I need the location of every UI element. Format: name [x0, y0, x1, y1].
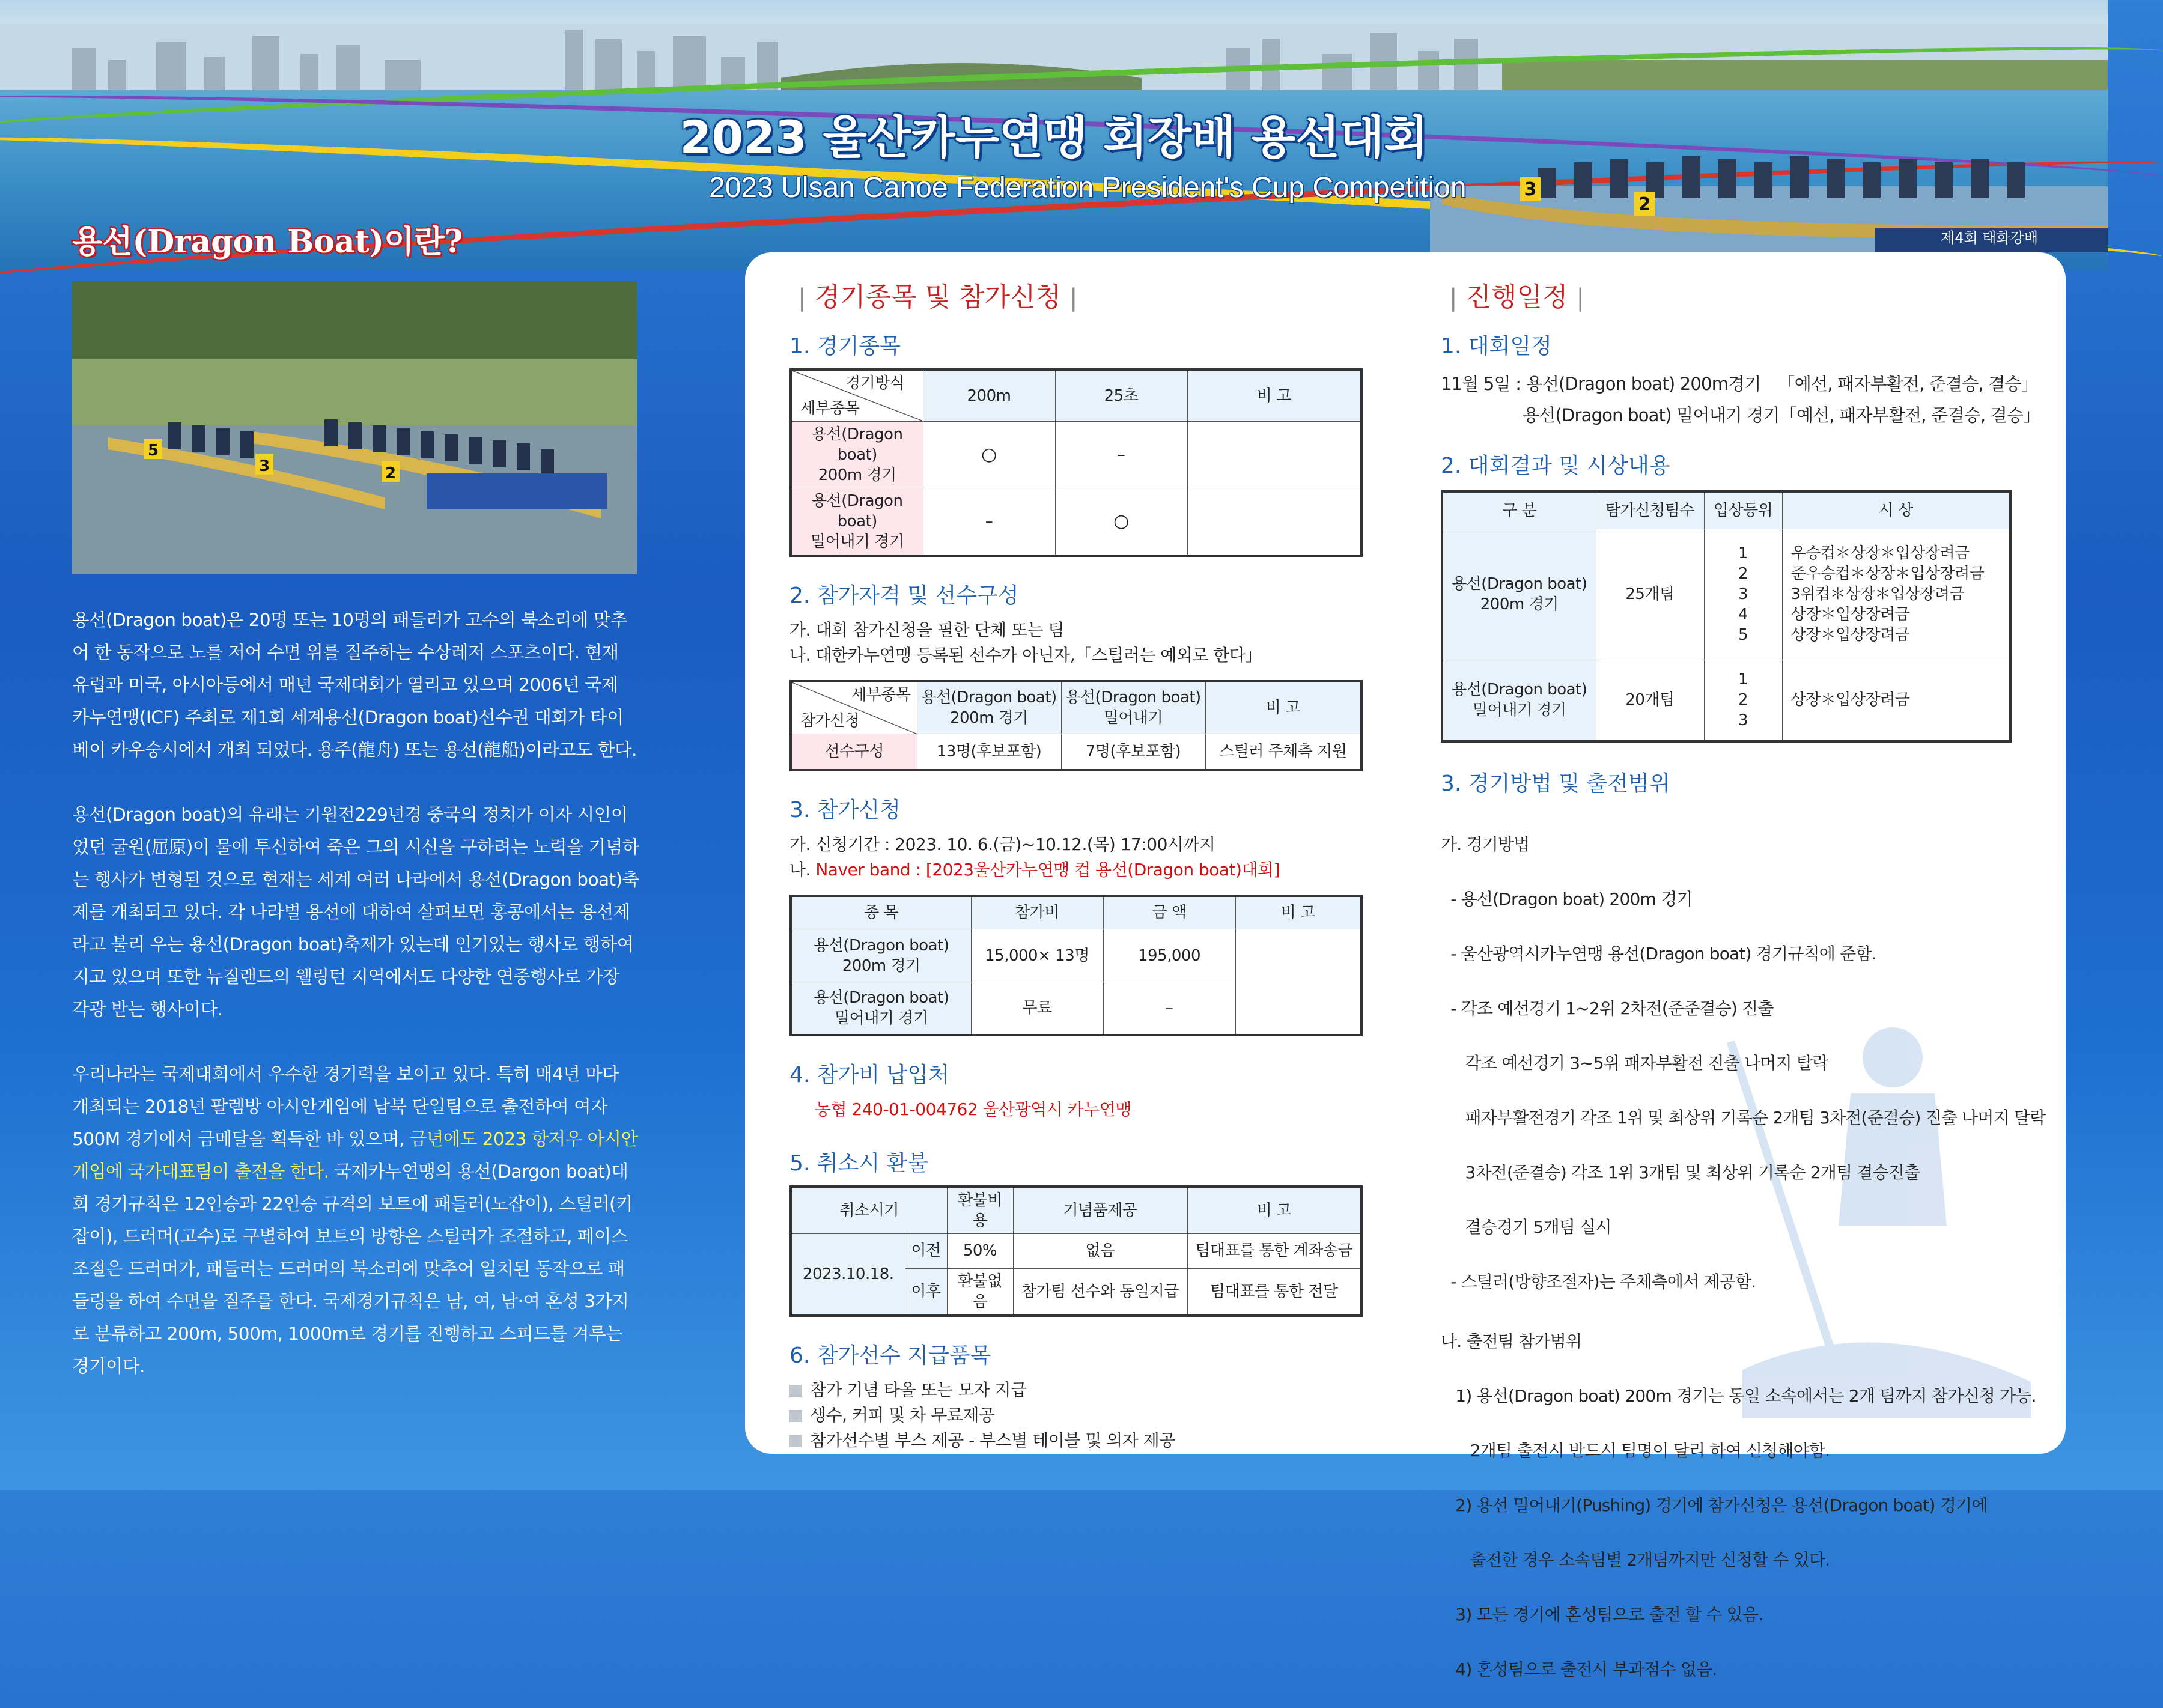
- table-header-cell: 참가비: [971, 896, 1103, 929]
- row-label: 선수구성: [791, 734, 917, 770]
- table-header-cell: 비 고: [1187, 369, 1361, 421]
- square-bullet-icon: [789, 1410, 802, 1422]
- page-subtitle: 2023 Ulsan Canoe Federation President's Cup Competition: [709, 172, 1467, 204]
- events-heading-1: 1. 경기종목: [789, 334, 901, 359]
- table-cell: 무료: [971, 982, 1103, 1035]
- intro-paragraph: 용선(Dragon boat)은 20명 또는 10명의 패들러가 고수의 북소리에 맞추어 한 동작으로 노를 저어 수면 위를 질주하는 수상레저 스포츠이다. 현재 유럽과 미국, 아시아등에서 매년 국제대회가 열리고 있으며 2006년 국제 카누연맹(ICF) 주최로 제1회 세계용선(Dragon boat)선수권 대회가 타이베이 카우숭시에서 개최 되었다. 용주(龍舟) 또는 용선(龍船)이라고도 한다.: [72, 610, 637, 760]
- team-composition-table: [789, 680, 1363, 771]
- table-header-cell: 취소시기: [791, 1187, 947, 1234]
- schedule-heading-2: 2. 대회결과 및 시상내용: [1441, 454, 1670, 478]
- table-cell: 없음: [1013, 1233, 1187, 1268]
- table-cell: 팀대표를 통한 계좌송금: [1187, 1233, 1361, 1268]
- schedule-line-text: 「예선, 패자부활전, 준결승, 결승」: [1777, 374, 2039, 394]
- table-row: [791, 929, 1361, 982]
- table-row: [1442, 660, 2010, 741]
- table-header-cell: 환불비용: [947, 1187, 1013, 1234]
- photo-boat-number: 5: [147, 442, 159, 460]
- table-header-cell: 용선(Dragon boat) 200m 경기: [917, 681, 1061, 734]
- table-cell: 팀대표를 통한 전달: [1187, 1268, 1361, 1316]
- refund-date: 2023.10.18.: [791, 1233, 905, 1316]
- awards-table: [1441, 490, 2012, 743]
- table-cell: 13명(후보포함): [917, 734, 1061, 770]
- row-label: 용선(Dragon boat) 200m 경기: [791, 929, 971, 982]
- diag-bottom-label: 세부종목: [800, 399, 860, 418]
- bank-account: 농협 240-01-004762 울산광역시 카누연맹: [815, 1099, 1131, 1119]
- table-cell: 참가팀 선수와 동일지급: [1013, 1268, 1187, 1316]
- table-header-cell: 용선(Dragon boat) 밀어내기: [1061, 681, 1205, 734]
- method-line: - 울산광역시카누연맹 용선(Dragon boat) 경기규칙에 준함.: [1441, 944, 1876, 964]
- table-header-cell: 기념품제공: [1013, 1187, 1187, 1234]
- table-header-cell: 구 분: [1442, 491, 1596, 529]
- table-cell: –: [923, 488, 1055, 556]
- intro-highlight-text: 금년에도 2023 항저우 아시안게임에 국가대표팀이 출전을 한다.: [72, 1129, 638, 1182]
- method-line: 각조 예선경기 3~5위 패자부활전 진출 나머지 탈락: [1441, 1053, 1828, 1073]
- refund-table: [789, 1185, 1363, 1317]
- application-band-prefix: 나.: [789, 859, 816, 880]
- method-line: 2) 용선 밀어내기(Pushing) 경기에 참가신청은 용선(Dragon boat) 경기에: [1441, 1495, 1988, 1515]
- event-types-table: [789, 368, 1363, 557]
- method-line: 나. 출전팀 참가범위: [1441, 1331, 1582, 1351]
- method-line: 3차전(준결승) 각조 1위 3개팀 및 최상위 기록순 2개팀 결승진출: [1441, 1162, 1920, 1182]
- table-row: [791, 421, 1361, 488]
- diag-bottom-label: 참가신청: [800, 712, 860, 730]
- table-cell: 25개팀: [1596, 529, 1704, 660]
- schedule-section-title-text: 진행일정: [1465, 282, 1568, 312]
- method-line: 출전한 경우 소속팀별 2개팀까지만 신청할 수 있다.: [1441, 1550, 1830, 1570]
- events-section-title-text: 경기종목 및 참가신청: [814, 282, 1061, 312]
- list-item-text: 참가선수별 부스 제공 - 부스별 테이블 및 의자 제공: [810, 1430, 1175, 1450]
- schedule-heading-3: 3. 경기방법 및 출전범위: [1441, 771, 1670, 796]
- table-cell: 1 2 3 4 5: [1704, 529, 1782, 660]
- table-header-cell: 종 목: [791, 896, 971, 929]
- events-heading-6: 6. 참가선수 지급품목: [789, 1343, 991, 1368]
- intro-paragraph-text: 국제카누연맹의 용선(Dargon boat)대회 경기규칙은 12인승과 22인승 규격의 보트에 패들러(노잡이), 스틸러(키잡이), 드러머(고수)로 구별하여 보트의 방향은 스틸러가 조절하고, 페이스 조절은 드러머가, 패들러는 드러머의 북소리에 맞추어 일치된 동작으로 패들링을 하여 수면을 질주를 한다. 국제경기규칙은 남, 여, 남·여 혼성 3가지로 분류하고 200m, 500m, 1000m로 경기를 진행하고 스피드를 겨루는 경기이다.: [72, 1161, 633, 1376]
- list-item: [789, 1428, 1366, 1453]
- table-header-cell: 금 액: [1103, 896, 1235, 929]
- page-title: 2023 울산카누연맹 회장배 용선대회: [680, 111, 1428, 164]
- table-cell: 195,000: [1103, 929, 1235, 982]
- method-line: 2개팀 출전시 반드시 팀명이 달리 하여 신청해야함.: [1441, 1441, 1830, 1460]
- dragon-boat-photo: [72, 281, 637, 574]
- method-line: 패자부활전경기 각조 1위 및 최상위 기록순 2개팀 3차전(준결승) 진출 나머지 탈락: [1441, 1108, 2046, 1128]
- eligibility-line: 나. 대한카누연맹 등록된 선수가 아닌자,「스틸러는 예외로 한다」: [789, 645, 1262, 665]
- table-cell: 이후: [905, 1268, 947, 1316]
- table-cell: 이전: [905, 1233, 947, 1268]
- square-bullet-icon: [789, 1385, 802, 1397]
- table-row: [791, 488, 1361, 556]
- row-label: 용선(Dragon boat) 밀어내기 경기: [791, 982, 971, 1035]
- events-heading-3: 3. 참가신청: [789, 797, 901, 822]
- table-header-cell: 비 고: [1235, 896, 1361, 929]
- intro-paragraph: 용선(Dragon boat)의 유래는 기원전229년경 중국의 정치가 이자 시인이었던 굴원(屈原)이 물에 투신하여 죽은 그의 시신을 구하려는 노력을 기념하는 행사가 변형된 것으로 현재는 세계 여러 나라에서 용선(Dragon boat)축제를 개최되고 있다. 각 나라별 용선에 대하여 살펴보면 홍콩에서는 용선제라고 불리 우는 용선(Dragon boat)축제가 있는데 인기있는 행사로 행하여지고 있으며 또한 뉴질랜드의 웰링턴 지역에서도 다양한 연중행사로 가장 각광 받는 행사이다.: [72, 804, 639, 1020]
- events-heading-4: 4. 참가비 납입처: [789, 1062, 949, 1087]
- table-row: [791, 734, 1361, 770]
- intro-paragraph-text: 우리나라는 국제대회에서 우수한 경기력을 보이고 있다. 특히 매4년 마다 개최되는 2018년 팔렘방 아시안게임에 남북 단일팀으로 출전하여 여자 500M 경기에서 금메달을 획득한 바 있으며,: [72, 1064, 619, 1149]
- intro-heading: 용선(Dragon Boat)이란?: [72, 223, 463, 260]
- method-line: 가. 경기방법: [1441, 834, 1530, 854]
- table-cell: 50%: [947, 1233, 1013, 1268]
- table-row: [1442, 529, 2010, 660]
- table-cell: 환불없음: [947, 1268, 1013, 1316]
- naver-band-link[interactable]: Naver band : [2023울산카누연맹 컵 용선(Dragon boat)대회]: [815, 859, 1280, 880]
- intro-text: [72, 604, 639, 1382]
- table-cell-empty: [1235, 929, 1361, 1035]
- events-heading-5: 5. 취소시 환불: [789, 1150, 929, 1176]
- composition-diag-header: [791, 681, 917, 734]
- table-row: [791, 1233, 1361, 1268]
- list-item: [789, 1378, 1366, 1403]
- method-line: - 스틸러(방향조절자)는 주체측에서 제공함.: [1441, 1272, 1756, 1292]
- schedule-line: 용선(Dragon boat) 밀어내기 경기「예선, 패자부활전, 준결승, 결승」: [1523, 405, 2040, 425]
- method-line: - 용선(Dragon boat) 200m 경기: [1441, 889, 1693, 909]
- banner-text: 제4회 태화강배: [1941, 229, 2039, 246]
- method-line: 1) 용선(Dragon boat) 200m 경기는 동일 소속에서는 2개 팀까지 참가신청 가능.: [1441, 1386, 2036, 1406]
- table-header-cell: 입상등위: [1704, 491, 1782, 529]
- event-types-diag-header: [791, 369, 923, 421]
- table-cell: 스틸러 주체측 지원: [1205, 734, 1361, 770]
- schedule-section-title: | 진행일정 |: [1449, 282, 1584, 312]
- table-cell: 15,000× 13명: [971, 929, 1103, 982]
- entry-fee-table: [789, 895, 1363, 1036]
- photo-boat-number: 2: [385, 464, 397, 482]
- method-line: 3) 모든 경기에 혼성팀으로 출전 할 수 있음.: [1441, 1605, 1763, 1624]
- eligibility-line: 가. 대회 참가신청을 필한 단체 또는 팀: [789, 619, 1065, 640]
- table-cell: 상장＊입상장려금: [1782, 660, 2010, 741]
- table-cell: [1187, 421, 1361, 488]
- table-cell: ○: [923, 421, 1055, 488]
- row-label: 용선(Dragon boat) 밀어내기 경기: [791, 488, 923, 556]
- list-item-text: 생수, 커피 및 차 무료제공: [810, 1405, 995, 1425]
- row-label: 용선(Dragon boat) 밀어내기 경기: [1442, 660, 1596, 741]
- schedule-column: [1441, 275, 2046, 1708]
- list-item-text: 참가 기념 타올 또는 모자 지급: [810, 1379, 1027, 1400]
- method-line: 4) 혼성팀으로 출전시 부과점수 없음.: [1441, 1659, 1717, 1679]
- svg-text:2: 2: [1638, 194, 1651, 215]
- method-list: [1441, 806, 2046, 1708]
- method-line: - 각조 예선경기 1~2위 2차전(준준결승) 진출: [1441, 998, 1774, 1018]
- table-header-cell: 25초: [1055, 369, 1187, 421]
- table-header-cell: 탐가신청팀수: [1596, 491, 1704, 529]
- square-bullet-icon: [789, 1435, 802, 1447]
- schedule-line-text: 11월 5일 : 용선(Dragon boat) 200m경기: [1441, 374, 1761, 394]
- table-cell: –: [1055, 421, 1187, 488]
- table-cell: [1187, 488, 1361, 556]
- dragon-boat-photo-illustration: [72, 281, 637, 574]
- table-header-cell: 비 고: [1205, 681, 1361, 734]
- table-cell: ○: [1055, 488, 1187, 556]
- intro-paragraph: [72, 1058, 639, 1382]
- list-item: [789, 1403, 1366, 1428]
- table-header-cell: 200m: [923, 369, 1055, 421]
- table-cell: 7명(후보포함): [1061, 734, 1205, 770]
- diag-top-label: 경기방식: [845, 374, 905, 392]
- diag-top-label: 세부종목: [851, 685, 911, 704]
- photo-boat-number: 3: [258, 457, 270, 475]
- method-line: 결승경기 5개팀 실시: [1441, 1217, 1611, 1237]
- table-header-cell: 비 고: [1187, 1187, 1361, 1234]
- events-column: [789, 275, 1366, 1453]
- events-heading-2: 2. 참가자격 및 선수구성: [789, 583, 1019, 608]
- svg-text:3: 3: [1524, 179, 1537, 200]
- table-header-cell: 시 상: [1782, 491, 2010, 529]
- row-label: 용선(Dragon boat) 200m 경기: [1442, 529, 1596, 660]
- info-panel: [745, 252, 2066, 1679]
- schedule-heading-1: 1. 대회일정: [1441, 334, 1552, 359]
- schedule-line: [1441, 368, 2042, 400]
- table-cell: 1 2 3: [1704, 660, 1782, 741]
- table-cell: 우승컵＊상장＊입상장려금 준우승컵＊상장＊입상장려금 3위컵＊상장＊입상장려금 상장＊입상장려금 상장＊입상장려금: [1782, 529, 2010, 660]
- table-cell: 20개팀: [1596, 660, 1704, 741]
- table-cell: –: [1103, 982, 1235, 1035]
- events-section-title: | 경기종목 및 참가신청 |: [798, 282, 1078, 312]
- row-label: 용선(Dragon boat) 200m 경기: [791, 421, 923, 488]
- application-period: 가. 신청기간 : 2023. 10. 6.(금)~10.12.(목) 17:00시까지: [789, 834, 1215, 854]
